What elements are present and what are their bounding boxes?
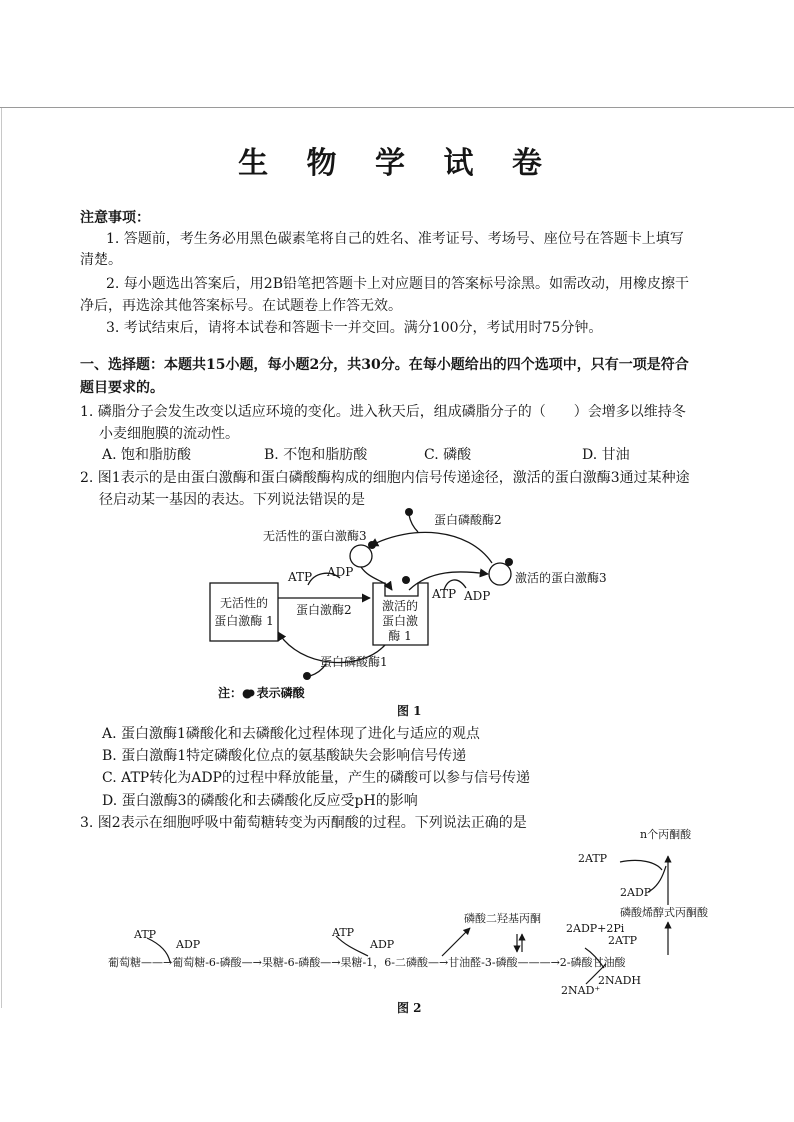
question-1-option-b: B. 不饱和脂肪酸 <box>264 447 368 463</box>
label-active-kinase-3: 激活的蛋白激酶3 <box>515 571 607 585</box>
label-atp-2: ATP <box>332 926 355 939</box>
notice-line-2b: 净后，再选涂其他答案标号。在试题卷上作答无效。 <box>80 298 402 314</box>
question-2-option-d: D. 蛋白激酶3的磷酸化和去磷酸化反应受pH的影响 <box>102 793 418 809</box>
label-phosphatase-1: 蛋白磷酸酶1 <box>320 655 388 669</box>
question-2-option-a: A. 蛋白激酶1磷酸化和去磷酸化过程体现了进化与适应的观点 <box>102 726 480 742</box>
question-1-option-a: A. 饱和脂肪酸 <box>102 447 192 463</box>
label-2atp-bottom: 2ATP <box>608 934 638 947</box>
label-inactive-kinase-1-line-1: 无活性的 <box>219 596 269 610</box>
label-adp-left: ADP <box>327 565 354 579</box>
question-1-option-c: C. 磷酸 <box>424 447 472 463</box>
atp-curve-2 <box>336 936 368 956</box>
question-3-line-1: 3. 图2表示在细胞呼吸中葡萄糖转变为丙酮酸的过程。下列说法正确的是 <box>80 815 527 831</box>
glycolysis-chain: 葡萄糖——→葡萄糖-6-磷酸—→果糖-6-磷酸—→果糖-1，6-二磷酸—→甘油醛-3-磷酸———→2-磷酸甘油酸 <box>108 956 626 969</box>
label-adp-2: ADP <box>370 938 395 951</box>
question-2-line-1: 2. 图1表示的是由蛋白激酶和蛋白磷酸酶构成的细胞内信号传递途径，激活的蛋白激酶3通过某种途 <box>80 470 690 486</box>
notice-line-1a: 1. 答题前，考生务必用黑色碳素笔将自己的姓名、准考证号、考场号、座位号在答题卡上填写 <box>106 231 684 247</box>
label-active-kinase-1-line-2: 蛋白激 <box>381 614 419 628</box>
notice-line-3: 3. 考试结束后，请将本试卷和答题卡一并交回。满分100分，考试用时75分钟。 <box>106 320 603 336</box>
label-adp-1: ADP <box>176 938 201 951</box>
label-2adp-2pi: 2ADP+2Pi <box>566 922 625 935</box>
label-atp-right: ATP <box>432 587 457 601</box>
question-1-option-d: D. 甘油 <box>582 447 630 463</box>
label-inactive-kinase-3: 无活性的蛋白激酶3 <box>263 529 367 543</box>
notice-line-2a: 2. 每小题选出答案后，用2B铅笔把答题卡上对应题目的答案标号涂黑。如需改动，用橡皮擦干 <box>106 276 690 292</box>
label-nad: 2NAD⁺ <box>561 984 601 997</box>
label-2atp-top: 2ATP <box>578 852 608 865</box>
label-adp-right: ADP <box>464 589 491 603</box>
label-active-kinase-1-line-3: 酶 1 <box>388 629 412 643</box>
label-dhap: 磷酸二羟基丙酮 <box>464 912 541 925</box>
figure-1-note: 注：● 表示磷酸 <box>218 686 305 700</box>
arrow-to-dhap <box>442 928 470 956</box>
label-kinase-2: 蛋白激酶2 <box>296 603 352 617</box>
label-atp-left: ATP <box>288 570 313 584</box>
label-2adp-top: 2ADP <box>620 886 652 899</box>
label-pep: 磷酸烯醇式丙酮酸 <box>620 906 708 919</box>
section-heading-line-2: 题目要求的。 <box>80 380 164 396</box>
atp-branch-top <box>620 860 662 870</box>
figure-2-caption: 图 2 <box>397 1001 422 1015</box>
label-atp-1: ATP <box>134 928 157 941</box>
question-2-option-b: B. 蛋白激酶1特定磷酸化位点的氨基酸缺失会影响信号传递 <box>102 748 467 764</box>
label-phosphatase-2: 蛋白磷酸酶2 <box>434 513 502 527</box>
question-2-line-2: 径启动某一基因的表达。下列说法错误的是 <box>99 492 365 508</box>
question-1-line-2: 小麦细胞膜的流动性。 <box>99 426 239 442</box>
label-nadh: 2NADH <box>598 974 641 987</box>
question-1-line-1: 1. 磷脂分子会发生改变以适应环境的变化。进入秋天后，组成磷脂分子的（ ）会增多以维持冬 <box>80 404 686 420</box>
notice-heading: 注意事项： <box>80 210 150 226</box>
exam-title: 生 物 学 试 卷 <box>238 146 556 181</box>
label-inactive-kinase-1-line-2: 蛋白激酶 1 <box>214 614 274 628</box>
notice-line-1b: 清楚。 <box>80 252 122 268</box>
question-2-option-c: C. ATP转化为ADP的过程中释放能量，产生的磷酸可以参与信号传递 <box>102 770 530 786</box>
label-active-kinase-1-line-1: 激活的 <box>381 599 419 613</box>
label-pyruvate: n个丙酮酸 <box>640 828 692 841</box>
figure-1-caption: 图 1 <box>397 704 422 718</box>
section-heading-line-1: 一、选择题：本题共15小题，每小题2分，共30分。在每小题给出的四个选项中，只有一项是符合 <box>80 357 689 373</box>
